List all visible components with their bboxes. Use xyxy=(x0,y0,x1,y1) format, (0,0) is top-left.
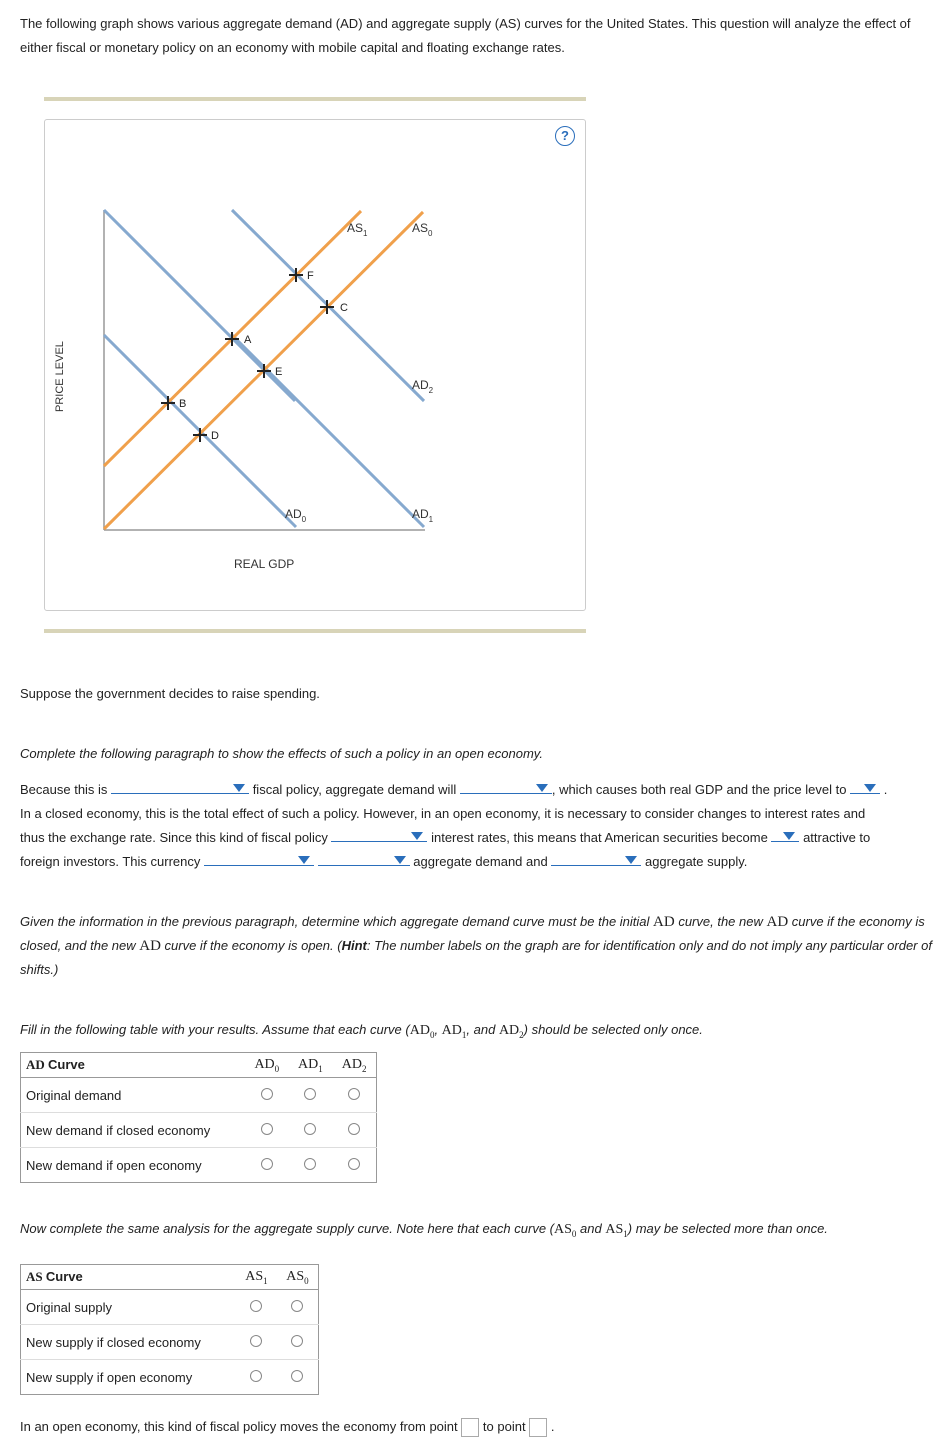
attractiveness-dropdown[interactable] xyxy=(771,827,799,842)
ad-table-instruction: Fill in the following table with your results. Assume that each curve ($AD_0$, $AD_1$, and $AD_2$) should be selected only once. xyxy=(20,1022,703,1040)
as-curve-table xyxy=(20,1264,319,1395)
col-ad0: $AD_0$ xyxy=(245,1053,289,1078)
as0-label: $AS_0$ xyxy=(412,221,433,238)
ad-curve-1[interactable] xyxy=(232,335,424,527)
chevron-down-icon xyxy=(298,856,310,864)
svg-text:B: B xyxy=(179,398,187,410)
col-ad1: $AD_1$ xyxy=(289,1053,333,1078)
col-as1: $AS_1$ xyxy=(236,1265,277,1290)
radio-open-ad1[interactable] xyxy=(304,1158,316,1170)
radio-closed-ad2[interactable] xyxy=(348,1123,360,1135)
row-label: New supply if closed economy xyxy=(21,1325,237,1360)
ad-table-header: AD Curve xyxy=(21,1053,246,1078)
radio-closed-ad1[interactable] xyxy=(304,1123,316,1135)
intro-text: The following graph shows various aggregate demand (AD) and aggregate supply (AS) curves for the United States. This question will analyze the effect of either fiscal or monetary policy on an economy with mobile capital and floating exchange rates. xyxy=(20,16,911,55)
table-row xyxy=(21,1360,319,1395)
svg-text:F: F xyxy=(307,270,314,282)
svg-text:A: A xyxy=(244,334,252,346)
policy-type-dropdown[interactable] xyxy=(111,779,249,794)
currency-dropdown[interactable] xyxy=(204,851,314,866)
chevron-down-icon xyxy=(536,784,548,792)
chevron-down-icon xyxy=(864,784,876,792)
chevron-down-icon xyxy=(233,784,245,792)
radio-original-ad2[interactable] xyxy=(348,1088,360,1100)
radio-closed-as1[interactable] xyxy=(250,1335,262,1347)
point-d[interactable] xyxy=(193,428,219,442)
radio-open-as1[interactable] xyxy=(250,1370,262,1382)
radio-open-as0[interactable] xyxy=(291,1370,303,1382)
radio-original-ad1[interactable] xyxy=(304,1088,316,1100)
ad1-label: $AD_1$ xyxy=(412,507,434,524)
chevron-down-icon xyxy=(783,832,795,840)
table-row xyxy=(21,1113,377,1148)
radio-original-as1[interactable] xyxy=(250,1300,262,1312)
fill-paragraph: Because this is fiscal policy, aggregate demand will , which causes both real GDP and the price level to . In a closed economy, this is the total effect of such a policy. However, in an open economy, it is necessary to consider changes to interest rates and thus the exchange rate. Since this kind of fiscal policy interest rates, this means that American securities become attractive to foreign investors. This currency aggregate demand and aggregate supply. xyxy=(20,778,935,874)
row-label: New demand if closed economy xyxy=(21,1113,246,1148)
svg-text:D: D xyxy=(211,430,219,442)
radio-original-ad0[interactable] xyxy=(261,1088,273,1100)
ad-curve-table xyxy=(20,1052,377,1183)
ad2-label: $AD_2$ xyxy=(412,378,434,395)
to-point-input[interactable] xyxy=(529,1418,547,1437)
col-as0: $AS_0$ xyxy=(277,1265,319,1290)
radio-open-ad0[interactable] xyxy=(261,1158,273,1170)
from-point-input[interactable] xyxy=(461,1418,479,1437)
svg-text:E: E xyxy=(275,366,283,378)
scenario-text: Suppose the government decides to raise spending. xyxy=(20,686,320,701)
row-label: New demand if open economy xyxy=(21,1148,246,1183)
interest-rate-dropdown[interactable] xyxy=(331,827,427,842)
table-row xyxy=(21,1290,319,1325)
ad-determination-instruction: Given the information in the previous paragraph, determine which aggregate demand curve must be the initial AD curve, the new AD curve if the economy is closed, and the new AD curve if the economy is open. (Hint: The number labels on the graph are for identification only and do not imply any particular order of shifts.) xyxy=(20,914,932,977)
ad-effect-dropdown[interactable] xyxy=(318,851,410,866)
radio-closed-as0[interactable] xyxy=(291,1335,303,1347)
table-row xyxy=(21,1148,377,1183)
paragraph-instruction: Complete the following paragraph to show the effects of such a policy in an open economy. xyxy=(20,746,543,761)
radio-closed-ad0[interactable] xyxy=(261,1123,273,1135)
chevron-down-icon xyxy=(625,856,637,864)
as1-label: $AS_1$ xyxy=(347,221,368,238)
gdp-price-change-dropdown[interactable] xyxy=(850,779,880,794)
final-question: In an open economy, this kind of fiscal policy moves the economy from point to point . xyxy=(20,1416,554,1438)
chevron-down-icon xyxy=(411,832,423,840)
as-table-instruction: Now complete the same analysis for the aggregate supply curve. Note here that each curve ($AS_0$ and $AS_1$) may be selected more than once. xyxy=(20,1221,828,1239)
radio-original-as0[interactable] xyxy=(291,1300,303,1312)
row-label: Original demand xyxy=(21,1078,246,1113)
ad0-label: $AD_0$ xyxy=(285,507,307,524)
row-label: Original supply xyxy=(21,1290,237,1325)
table-row xyxy=(21,1078,377,1113)
help-icon[interactable]: ? xyxy=(555,126,575,146)
ad-as-graph xyxy=(0,0,948,640)
chevron-down-icon xyxy=(394,856,406,864)
y-axis-label: PRICE LEVEL xyxy=(54,341,66,412)
col-ad2: $AD_2$ xyxy=(332,1053,376,1078)
x-axis-label: REAL GDP xyxy=(234,557,295,571)
ad-change-dropdown[interactable] xyxy=(460,779,552,794)
radio-open-ad2[interactable] xyxy=(348,1158,360,1170)
table-row xyxy=(21,1325,319,1360)
as-effect-dropdown[interactable] xyxy=(551,851,641,866)
svg-text:C: C xyxy=(340,302,348,314)
row-label: New supply if open economy xyxy=(21,1360,237,1395)
as-table-header: AS Curve xyxy=(21,1265,237,1290)
